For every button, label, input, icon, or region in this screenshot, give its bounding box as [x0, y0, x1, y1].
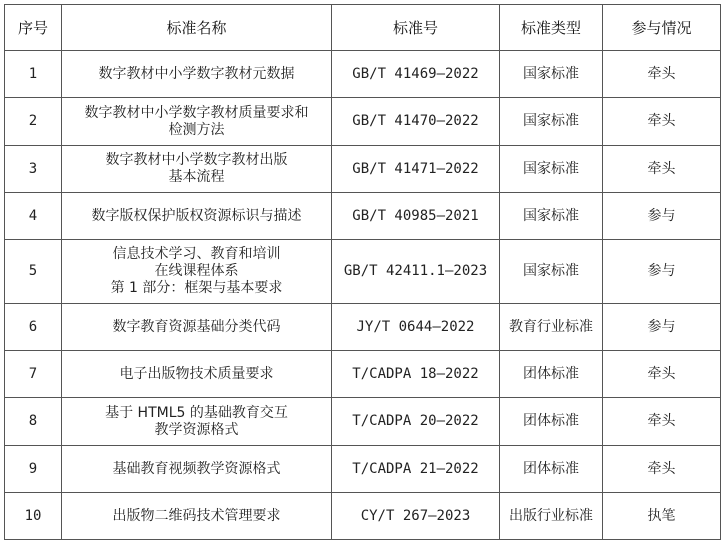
cell-index: 10 [5, 493, 62, 540]
header-type: 标准类型 [500, 5, 603, 51]
cell-name-line: 检测方法 [168, 121, 225, 138]
cell-name-line: 基本流程 [168, 169, 225, 185]
cell-code: GB/T 42411.1—2023 [332, 240, 500, 304]
cell-code: GB/T 40985—2021 [332, 193, 500, 240]
cell-type: 国家标准 [500, 193, 603, 240]
cell-name [62, 351, 332, 398]
cell-name [62, 193, 332, 240]
cell-role: 牵头 [603, 146, 721, 193]
cell-code: T/CADPA 21—2022 [332, 446, 500, 493]
cell-type: 国家标准 [500, 146, 603, 193]
cell-name-line: 在线课程体系 [154, 263, 239, 279]
cell-role: 牵头 [603, 98, 721, 146]
table-row [5, 240, 721, 304]
cell-type: 国家标准 [500, 51, 603, 98]
cell-index: 8 [5, 398, 62, 446]
table-row [5, 351, 721, 398]
table-row [5, 193, 721, 240]
cell-index: 2 [5, 98, 62, 146]
cell-name-line: 数字教材中小学数字教材元数据 [98, 65, 295, 82]
cell-index: 1 [5, 51, 62, 98]
cell-name-line: 电子出版物技术质量要求 [119, 365, 274, 382]
cell-index: 3 [5, 146, 62, 193]
cell-index: 5 [5, 240, 62, 304]
cell-name-line: 基础教育视频教学资源格式 [112, 460, 281, 477]
cell-type: 国家标准 [500, 240, 603, 304]
cell-type: 教育行业标准 [500, 304, 603, 351]
cell-name [62, 240, 332, 304]
cell-index: 6 [5, 304, 62, 351]
cell-index: 4 [5, 193, 62, 240]
cell-type: 国家标准 [500, 98, 603, 146]
cell-code: CY/T 267—2023 [332, 493, 500, 540]
cell-name [62, 98, 332, 146]
cell-name [62, 146, 332, 193]
cell-name-line: 数字教材中小学数字教材质量要求和 [84, 104, 309, 121]
cell-type: 团体标准 [500, 398, 603, 446]
cell-code: GB/T 41470—2022 [332, 98, 500, 146]
cell-type: 团体标准 [500, 351, 603, 398]
cell-role: 牵头 [603, 51, 721, 98]
cell-code: T/CADPA 20—2022 [332, 398, 500, 446]
cell-code: GB/T 41471—2022 [332, 146, 500, 193]
cell-name-line: 基于 HTML5 的基础教育交互 [105, 404, 288, 421]
header-index: 序号 [5, 5, 62, 51]
table-row [5, 146, 721, 193]
cell-name-line: 信息技术学习、教育和培训 [112, 246, 281, 262]
cell-role: 牵头 [603, 398, 721, 446]
cell-code: GB/T 41469—2022 [332, 51, 500, 98]
cell-index: 9 [5, 446, 62, 493]
standards-table [4, 4, 721, 540]
table-row [5, 446, 721, 493]
cell-type: 出版行业标准 [500, 493, 603, 540]
cell-role: 牵头 [603, 446, 721, 493]
table-row [5, 98, 721, 146]
table-row [5, 51, 721, 98]
cell-code: JY/T 0644—2022 [332, 304, 500, 351]
cell-name-line: 数字教育资源基础分类代码 [112, 318, 281, 335]
table-row [5, 398, 721, 446]
table-row [5, 304, 721, 351]
cell-name-line: 第 1 部分：框架与基本要求 [110, 280, 283, 296]
cell-name [62, 493, 332, 540]
cell-type: 团体标准 [500, 446, 603, 493]
cell-role: 参与 [603, 304, 721, 351]
cell-name [62, 51, 332, 98]
header-row [5, 5, 721, 51]
table-row [5, 493, 721, 540]
cell-role: 牵头 [603, 351, 721, 398]
cell-role: 参与 [603, 240, 721, 304]
cell-index: 7 [5, 351, 62, 398]
cell-name [62, 398, 332, 446]
cell-name-line: 教学资源格式 [154, 421, 239, 438]
cell-code: T/CADPA 18—2022 [332, 351, 500, 398]
cell-name-line: 数字版权保护版权资源标识与描述 [91, 207, 302, 224]
cell-name [62, 446, 332, 493]
cell-name-line: 数字教材中小学数字教材出版 [105, 152, 288, 168]
header-code: 标准号 [332, 5, 500, 51]
header-role: 参与情况 [603, 5, 721, 51]
cell-name [62, 304, 332, 351]
cell-name-line: 出版物二维码技术管理要求 [112, 507, 281, 524]
cell-role: 执笔 [603, 493, 721, 540]
header-name: 标准名称 [62, 5, 332, 51]
cell-role: 参与 [603, 193, 721, 240]
